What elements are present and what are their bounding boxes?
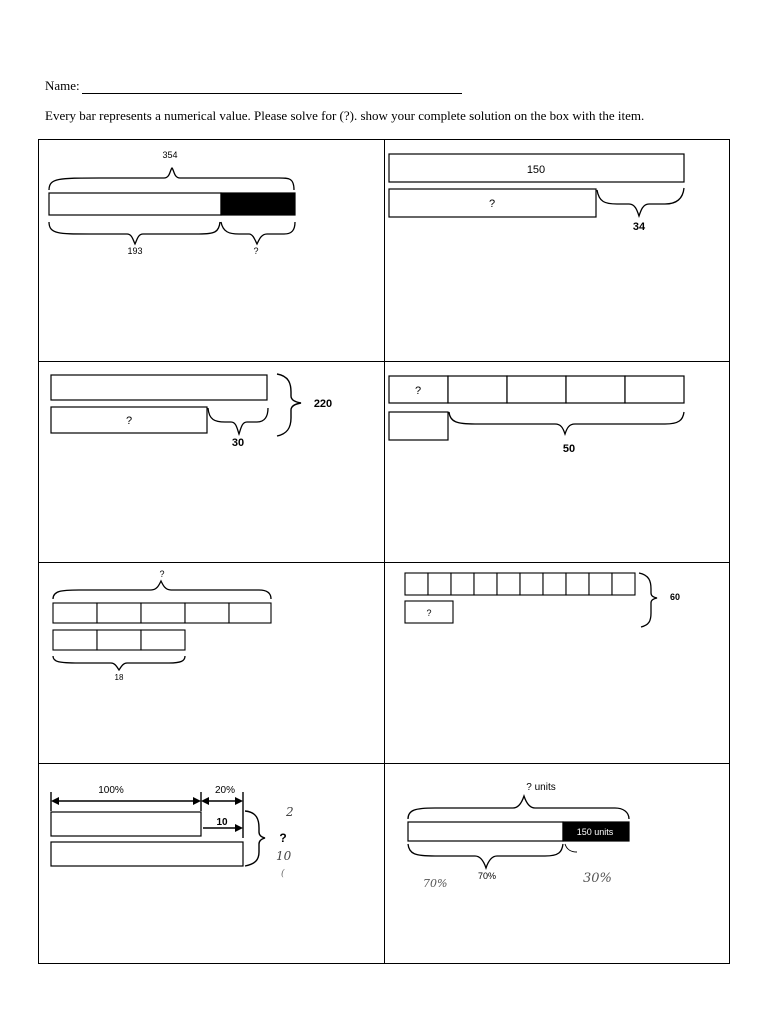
p7-bottom-bar [51,842,243,866]
p4-bottom-bar [389,412,448,440]
p2-bottom-label: ? [488,198,496,210]
p8-handwritten-left: 70% [423,877,448,890]
p1-dark-bar [221,193,295,215]
p1-left-part: 193 [127,246,143,256]
p3-total: 220 [313,398,333,410]
p5-total: ? [159,569,165,579]
problem-2 [385,140,730,361]
problem-4 [385,362,730,562]
p6-unit-label: ? [426,608,432,618]
p4-difference: 50 [562,443,576,455]
p1-total-label: 354 [162,150,178,160]
p3-difference: 30 [231,437,245,449]
worksheet-grid [38,139,730,964]
p7-top-bar [51,812,201,836]
p1-light-bar [49,193,221,215]
p8-handwritten-right: 30% [583,871,612,886]
p7-handwritten-2: 2 [286,805,294,819]
p3-top-bar [51,375,267,400]
name-blank [82,81,462,94]
problem-8 [385,764,730,964]
p7-handwritten-tick: ( [281,869,285,879]
p4-unit-label: ? [414,385,422,397]
p8-light-bar [408,822,563,841]
p6-total: 60 [669,592,681,602]
p7-left-pct: 100% [98,785,124,796]
problem-7 [39,764,384,964]
problem-6 [385,563,730,763]
p2-difference: 34 [632,221,646,233]
name-field [45,78,462,94]
p7-right-pct: 20% [214,785,236,796]
p3-bottom-label: ? [125,415,133,427]
p7-increase: 10 [216,817,228,828]
name-label: Name: [45,78,80,93]
p7-handwritten-10: 10 [276,849,292,863]
p8-total: ? units [526,782,556,793]
instructions: Every bar represents a numerical value. Please solve for (?). show your complete solution on the box with the item. [45,108,645,123]
problem-3 [39,362,384,562]
problem-1 [39,140,384,361]
p8-dark-label: 150 units [576,827,614,837]
problem-5 [39,563,384,763]
p5-bottom: 18 [114,673,124,682]
p7-total: ? [279,831,287,845]
p2-top-label: 150 [526,164,546,176]
p1-right-part: ? [253,246,259,256]
p8-pct: 70% [477,871,497,881]
